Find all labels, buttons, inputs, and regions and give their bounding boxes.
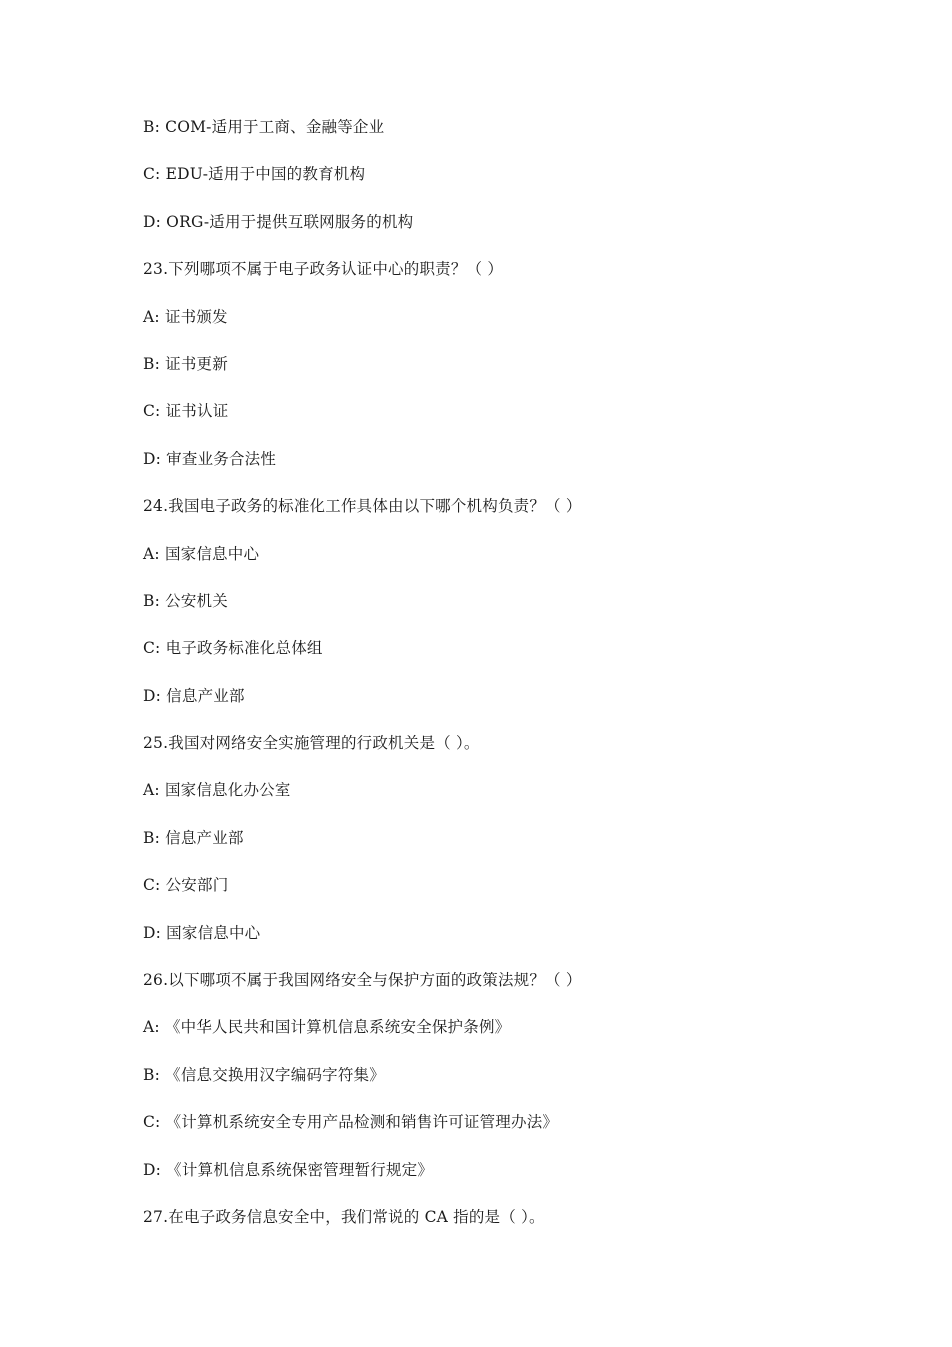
question-25: 25.我国对网络安全实施管理的行政机关是（ ）。 — [143, 734, 480, 753]
option-b: B: 信息产业部 — [143, 828, 244, 847]
option-d: D: 《计算机信息系统保密管理暂行规定》 — [143, 1160, 434, 1179]
question-23: 23.下列哪项不属于电子政务认证中心的职责？（ ） — [143, 260, 504, 279]
question-26: 26.以下哪项不属于我国网络安全与保护方面的政策法规？（ ） — [143, 971, 582, 990]
option-b: B: 公安机关 — [143, 591, 228, 610]
option-b: B: 《信息交换用汉字编码字符集》 — [143, 1065, 385, 1084]
option-d: D: 信息产业部 — [143, 686, 245, 705]
option-c: C: 证书认证 — [143, 402, 229, 421]
option-a: A: 国家信息中心 — [143, 544, 260, 563]
question-24: 24.我国电子政务的标准化工作具体由以下哪个机构负责？（ ） — [143, 497, 582, 516]
question-list — [143, 114, 863, 1251]
option-b: B: 证书更新 — [143, 354, 228, 373]
option-c: C: 《计算机系统安全专用产品检测和销售许可证管理办法》 — [143, 1113, 559, 1132]
option-c: C: EDU-适用于中国的教育机构 — [143, 165, 366, 184]
option-d: D: 国家信息中心 — [143, 923, 261, 942]
option-a: A: 国家信息化办公室 — [143, 781, 291, 800]
option-a: A: 证书颁发 — [143, 307, 228, 326]
question-27: 27.在电子政务信息安全中，我们常说的 CA 指的是（ ）。 — [143, 1207, 545, 1226]
option-d: D: 审查业务合法性 — [143, 449, 277, 468]
option-d: D: ORG-适用于提供互联网服务的机构 — [143, 212, 414, 231]
option-c: C: 电子政务标准化总体组 — [143, 639, 323, 658]
option-c: C: 公安部门 — [143, 876, 229, 895]
option-a: A: 《中华人民共和国计算机信息系统安全保护条例》 — [143, 1018, 511, 1037]
option-b: B: COM-适用于工商、金融等企业 — [143, 118, 385, 136]
